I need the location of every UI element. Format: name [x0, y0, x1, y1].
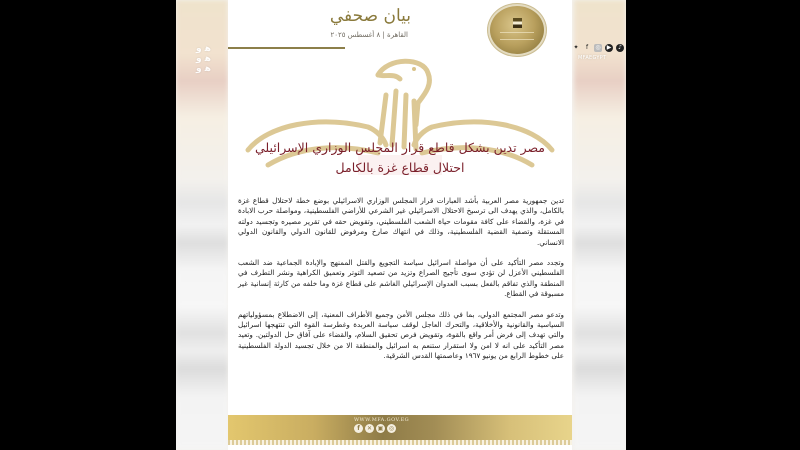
channel-watermark-icon: ﻫ ﻭ ﻫ ﻭ ﻫ ﻭ [196, 44, 211, 74]
statement-body [238, 196, 564, 372]
social-links-top [572, 44, 624, 52]
website-link[interactable]: WWW.MFA.GOV.EG [354, 417, 410, 423]
paragraph-1: تدين جمهورية مصر العربية بأشد العبارات قرار المجلس الوزاري الاسرائيلي بوضع خطة لاحتلال قطاع غزة بالكامل، والذي يهدف الى ترسيخ الاحتلال الاسرائيلي غير الشرعي للأراضي الفلسطينية، ومواصلة حرب الابادة في غزة، والقضاء على كافة مقومات حياة الشعب الفلسطيني، وتقويض حقه في تقرير مصيره وتجسيد دولته المستقلة وتصفية القضية الفلسطينية، وذلك في انتهاك صارخ ومرفوض للقانون الدولي والقانون الدولي الانساني. [238, 196, 564, 247]
tiktok-icon[interactable]: ♪ [616, 44, 624, 52]
footer-band [228, 415, 572, 440]
youtube-icon[interactable]: ▶ [606, 44, 612, 51]
statement-date: القاهرة | ٨ أغسطس ٢٠٢٥ [330, 31, 408, 39]
headline [228, 138, 572, 178]
twitter-icon[interactable]: ✦ [573, 44, 579, 51]
paragraph-2: وتجدد مصر التأكيد على أن مواصلة اسرائيل سياسة التجويع والقتل الممنهج والإبادة الجماعية ضد الشعب الفلسطيني الأعزل لن تؤدي سوى تأجيج الصراع وتزيد من تصعيد التوتر وتعميق الكراهية ونشر التطرف في المنطقة والذي تفاقم بالفعل بسبب العدوان الإسرائيلي الغاشم على قطاع غزة وما خلفه من كارثة إنسانية غير مسبوقة في القطاع. [238, 258, 564, 299]
facebook-icon[interactable]: f [585, 44, 589, 51]
blurred-side-right [574, 0, 626, 450]
instagram-icon[interactable]: ◎ [595, 44, 601, 51]
paragraph-3: وتدعو مصر المجتمع الدولي، بما في ذلك مجلس الأمن وجميع الأطراف المعنية، إلى الاضطلاع بمسؤولياتهم السياسية والقانونية والأخلاقية، والتحرك العاجل لوقف سياسة العربدة وغطرسة القوة التي تنتهجها اسرائيل والتي تهدف إلى فرض أمر واقع بالقوة، وتقويض فرص تحقيق السلام، والقضاء على آفاق حل الدولتين. وتعيد مصر التأكيد على انه لا امن ولا استقرار ستنعم به اسرائيل والمنطقة الا من خلال تجسيد الدولة الفلسطينية على خطوط الرابع من يونيو ١٩٦٧ وعاصمتها القدس الشرقية. [238, 309, 564, 361]
video-frame [176, 0, 626, 450]
header-divider [228, 47, 345, 49]
flag-icon [513, 18, 522, 28]
instagram-icon[interactable]: ◎ [388, 425, 395, 432]
headline-line-1: مصر تدين بشكل قاطع قرار المجلس الوزاري الإسرائيلي [254, 140, 546, 155]
social-handle: MFAEGYPT [578, 55, 607, 61]
footer-social-links [354, 424, 396, 433]
statement-title: بيان صحفي [329, 6, 411, 26]
seal-inscription [500, 32, 534, 40]
ministry-seal-logo [488, 4, 546, 56]
headline-line-2: احتلال قطاع غزة بالكامل [335, 160, 465, 175]
twitter-icon[interactable]: ✕ [366, 425, 373, 432]
youtube-icon[interactable]: ▣ [377, 425, 384, 432]
facebook-icon[interactable]: f [354, 424, 363, 433]
footer-ornament-border [228, 440, 572, 445]
